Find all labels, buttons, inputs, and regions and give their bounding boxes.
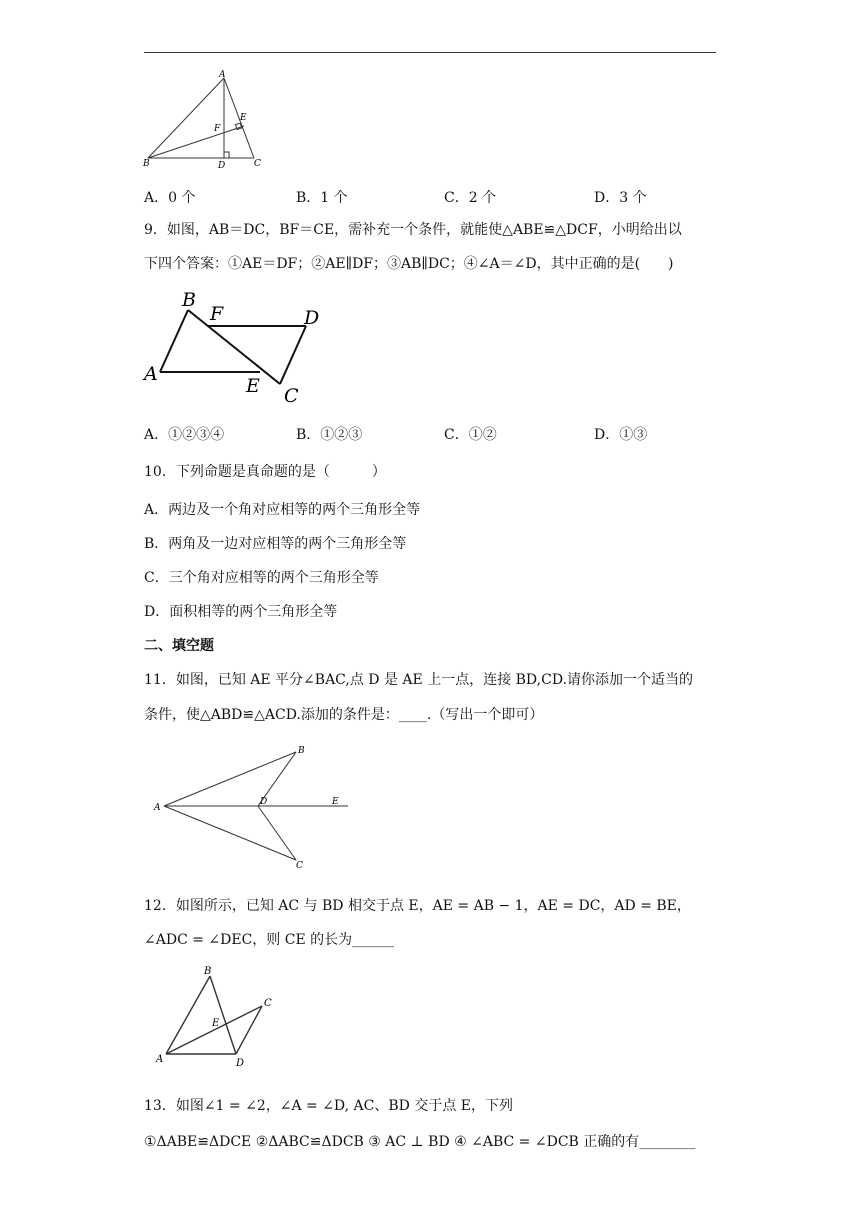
- q9-option-d: D．①③: [594, 427, 648, 443]
- q8-label-d: D: [218, 161, 226, 170]
- q8-option-b: B．1 个: [296, 190, 348, 206]
- q9-stem-line1: 9．如图，AB＝DC，BF＝CE，需补充一个条件，就能使△ABE≌△DCF，小明给出以: [144, 222, 682, 238]
- q12-figure: [150, 962, 280, 1070]
- q11-label-d: D: [260, 797, 268, 807]
- q8-label-a: A: [219, 70, 226, 80]
- q10-stem: 10．下列命题是真命题的是（ ）: [144, 464, 386, 480]
- q12-label-d: D: [236, 1058, 245, 1069]
- q9-label-e: E: [246, 375, 260, 397]
- q8-label-c: C: [254, 159, 261, 169]
- q12-label-e: E: [212, 1018, 220, 1029]
- q12-stem-line2: ∠ADC = ∠DEC，则 CE 的长为______: [144, 932, 395, 948]
- q8-option-a: A．0 个: [144, 190, 196, 206]
- q8-option-d: D．3 个: [594, 190, 647, 206]
- q9-label-d: D: [304, 307, 320, 329]
- q9-option-c: C．①②: [444, 427, 497, 443]
- q9-label-c: C: [284, 385, 299, 407]
- q8-label-e: E: [240, 113, 247, 123]
- q11-label-b: B: [298, 746, 305, 756]
- q9-figure: [140, 288, 340, 408]
- q8-label-f: F: [214, 124, 221, 134]
- q11-label-e: E: [332, 797, 339, 807]
- q9-label-a: A: [144, 363, 158, 385]
- q12-stem-line1: 12．如图所示，已知 AC 与 BD 相交于点 E，AE = AB − 1，AE = DC，AD = BE，: [144, 898, 691, 914]
- q11-figure: [150, 740, 355, 870]
- q10-option-b: B．两角及一边对应相等的两个三角形全等: [144, 536, 407, 552]
- q9-stem-line2: 下四个答案：①AE＝DF；②AE∥DF；③AB∥DC；④∠A＝∠D，其中正确的是( ): [144, 256, 674, 272]
- q11-stem-line1: 11．如图，已知 AE 平分∠BAC,点 D 是 AE 上一点，连接 BD,CD.请你添加一个适当的: [144, 672, 693, 688]
- q12-label-c: C: [264, 998, 272, 1009]
- q8-label-b: B: [143, 159, 150, 169]
- q9-option-b: B．①②③: [296, 427, 363, 443]
- q9-option-a: A．①②③④: [144, 427, 225, 443]
- q9-label-b: B: [182, 289, 196, 311]
- q8-figure: [140, 68, 270, 170]
- q12-label-a: A: [156, 1054, 164, 1065]
- q11-label-a: A: [154, 803, 161, 813]
- q11-label-c: C: [296, 861, 303, 870]
- q10-option-d: D．面积相等的两个三角形全等: [144, 604, 338, 620]
- q8-option-c: C．2 个: [444, 190, 497, 206]
- q10-option-c: C．三个角对应相等的两个三角形全等: [144, 570, 379, 586]
- q12-label-b: B: [204, 966, 212, 977]
- q13-stem-line2: ①ΔABE≌ΔDCE ②ΔABC≌ΔDCB ③ AC ⊥ BD ④ ∠ABC = ∠DCB 正确的有________: [144, 1134, 696, 1150]
- q10-option-a: A．两边及一个角对应相等的两个三角形全等: [144, 502, 421, 518]
- q11-stem-line2: 条件，使△ABD≌△ACD.添加的条件是：____.（写出一个即可）: [144, 707, 544, 723]
- q13-stem-line1: 13．如图∠1 = ∠2，∠A = ∠D, AC、BD 交于点 E，下列: [144, 1098, 514, 1114]
- header-rule: [144, 52, 716, 53]
- section-heading-fill-blank: 二、填空题: [144, 638, 214, 654]
- q9-label-f: F: [210, 303, 224, 325]
